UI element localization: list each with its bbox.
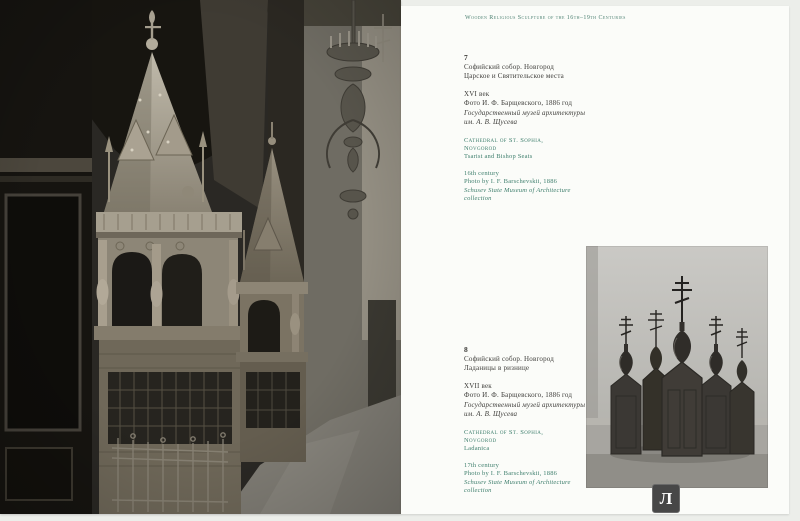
entry-title-ru: Софийский собор. Новгород bbox=[464, 354, 555, 363]
ladanitsy-photo bbox=[586, 246, 768, 488]
entry-title-en: Cathedral of St. Sophia, bbox=[464, 136, 544, 144]
entry-museum-ru: Государственный музей архитектуры bbox=[464, 400, 586, 409]
entry-title-en-2: Novgorod bbox=[464, 436, 497, 444]
entry-century-en: 16th century bbox=[464, 169, 500, 177]
left-page bbox=[0, 0, 401, 514]
entry-title-en: Cathedral of St. Sophia, bbox=[464, 428, 544, 436]
entry-century-en: 17th century bbox=[464, 461, 500, 469]
entry-museum-en-2: collection bbox=[464, 194, 492, 202]
entry-museum-en: Schusev State Museum of Architecture bbox=[464, 186, 571, 194]
entry-photo-credit-ru: Фото И. Ф. Барщевского, 1886 год bbox=[464, 99, 573, 107]
entry-subtitle-ru: Царское и Святительское места bbox=[464, 72, 564, 80]
entry-number: 8 bbox=[464, 345, 468, 354]
entry-museum-ru-2: им. А. В. Щусева bbox=[464, 118, 518, 126]
entry-subtitle-ru: Ладаницы в ризнице bbox=[464, 364, 530, 372]
entry-photo-credit-en: Photo by I. F. Barschevskii, 1886 bbox=[464, 470, 558, 478]
entry-museum-ru: Государственный музей архитектуры bbox=[464, 108, 586, 117]
entry-subtitle-en: Tsarist and Bishop Seats bbox=[464, 153, 533, 161]
catalog-entry-7 bbox=[464, 53, 614, 203]
entry-museum-en: Schusev State Museum of Architecture bbox=[464, 478, 571, 486]
watermark-letter: Л bbox=[659, 489, 673, 508]
labirint-watermark-badge bbox=[652, 484, 680, 513]
running-head: Wooden Religious Sculpture of the 16th–19th Centuries bbox=[465, 15, 626, 21]
entry-century-ru: XVI век bbox=[464, 89, 490, 98]
entry-title-en-2: Novgorod bbox=[464, 144, 497, 152]
right-page-photo bbox=[586, 246, 768, 488]
entry-century-ru: XVII век bbox=[464, 381, 492, 390]
entry-photo-credit-ru: Фото И. Ф. Барщевского, 1886 год bbox=[464, 391, 573, 399]
entry-museum-ru-2: им. А. В. Щусева bbox=[464, 410, 518, 418]
entry-subtitle-en: Ladanica bbox=[464, 445, 490, 453]
entry-number: 7 bbox=[464, 53, 468, 62]
right-page bbox=[401, 6, 789, 514]
entry-photo-credit-en: Photo by I. F. Barschevskii, 1886 bbox=[464, 178, 558, 186]
entry-museum-en-2: collection bbox=[464, 486, 492, 494]
left-page-photo bbox=[0, 0, 401, 514]
entry-title-ru: Софийский собор. Новгород bbox=[464, 62, 555, 71]
